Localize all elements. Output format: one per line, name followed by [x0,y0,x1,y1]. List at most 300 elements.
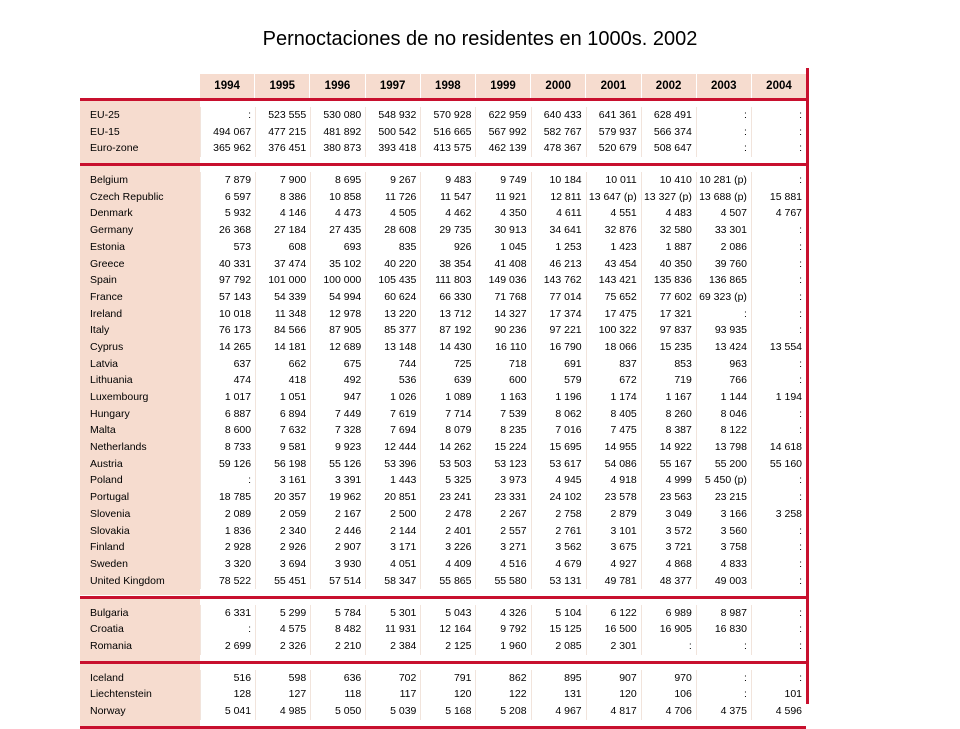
table-cell: 365 962 [200,140,255,157]
table-cell: 59 126 [200,456,255,473]
table-cell: 719 [641,372,696,389]
table-cell: 516 665 [420,124,475,141]
table-cell: 38 354 [420,256,475,273]
table-row [80,107,806,124]
table-row [80,439,806,456]
table-cell: 53 131 [531,573,586,590]
table-cell: 14 430 [420,339,475,356]
row-label: EU-25 [80,107,200,124]
table-cell: 40 331 [200,256,255,273]
table-cell: 18 785 [200,489,255,506]
table-cell: 640 433 [531,107,586,124]
row-label: Romania [80,638,200,655]
table-row [80,172,806,189]
table-cell: : [751,322,806,339]
table-cell: : [751,222,806,239]
table-cell: 4 462 [420,205,475,222]
table-cell: 582 767 [531,124,586,141]
table-cell: 8 405 [586,406,641,423]
table-cell: 4 679 [531,556,586,573]
table-cell: : [751,573,806,590]
table-cell: 963 [696,356,751,373]
table-cell: 4 945 [531,472,586,489]
table-cell: 90 236 [475,322,530,339]
table-cell: 17 374 [531,306,586,323]
table-cell: 7 694 [365,422,420,439]
table-cell: 9 483 [420,172,475,189]
table-row [80,205,806,222]
table-row [80,289,806,306]
table-cell: 55 167 [641,456,696,473]
table-cell: 1 423 [586,239,641,256]
table-cell: 579 937 [586,124,641,141]
table-cell: 3 572 [641,523,696,540]
table-row [80,422,806,439]
table-cell: 4 967 [531,703,586,720]
table-cell: 2 089 [200,506,255,523]
table-cell: 566 374 [641,124,696,141]
table-cell: 744 [365,356,420,373]
table-cell: 10 281 (p) [696,172,751,189]
table-cell: 2 557 [475,523,530,540]
table-cell: 637 [200,356,255,373]
table-cell: 5 039 [365,703,420,720]
table-cell: 628 491 [641,107,696,124]
table-cell: 55 580 [475,573,530,590]
table-cell: 2 059 [255,506,310,523]
table-cell: 13 712 [420,306,475,323]
table-bottom-rule [80,726,806,729]
table-cell: 3 049 [641,506,696,523]
table-cell: : [696,306,751,323]
table-cell: 56 198 [255,456,310,473]
table-cell: 66 330 [420,289,475,306]
table-row [80,322,806,339]
table-cell: 1 174 [586,389,641,406]
row-label: Austria [80,456,200,473]
table-cell: 9 267 [365,172,420,189]
row-label: Portugal [80,489,200,506]
table-cell: 13 688 (p) [696,189,751,206]
table-cell: 4 375 [696,703,751,720]
table-cell: 766 [696,372,751,389]
table-cell: 97 837 [641,322,696,339]
table-cell: 120 [420,686,475,703]
table-cell: 13 647 (p) [586,189,641,206]
table-cell: 3 721 [641,539,696,556]
table-cell: 5 301 [365,605,420,622]
table-cell: 4 985 [255,703,310,720]
table-cell: 4 505 [365,205,420,222]
table-cell: 702 [365,670,420,687]
row-label: Greece [80,256,200,273]
table-cell: 418 [255,372,310,389]
year-header: 2001 [586,74,641,98]
page-title: Pernoctaciones de no residentes en 1000s. 2002 [262,28,698,50]
table-cell: : [696,140,751,157]
year-header: 2002 [642,74,697,98]
table-cell: 32 580 [641,222,696,239]
table-cell: 14 181 [255,339,310,356]
table-cell: : [751,140,806,157]
table-row [80,621,806,638]
table-cell: 24 102 [531,489,586,506]
table-cell: 3 101 [586,523,641,540]
table-cell: 500 542 [365,124,420,141]
table-cell: : [751,422,806,439]
table-cell: 106 [641,686,696,703]
table-cell: 675 [310,356,365,373]
table-cell: 548 932 [365,107,420,124]
row-label: Poland [80,472,200,489]
table-cell: 6 597 [200,189,255,206]
row-label: Belgium [80,172,200,189]
table-cell: : [751,605,806,622]
table-cell: 570 928 [420,107,475,124]
row-label: Ireland [80,306,200,323]
table-cell: 16 905 [641,621,696,638]
table-cell: : [696,686,751,703]
table-row [80,472,806,489]
table-cell: 34 641 [531,222,586,239]
table-cell: 15 235 [641,339,696,356]
table-cell: 23 241 [420,489,475,506]
table-cell: 10 410 [641,172,696,189]
table-cell: 93 935 [696,322,751,339]
table-cell: 71 768 [475,289,530,306]
table-cell: : [751,472,806,489]
table-cell: 35 102 [310,256,365,273]
table-row [80,670,806,687]
table-cell: 10 858 [310,189,365,206]
table-cell: 5 041 [200,703,255,720]
table-cell: 6 122 [586,605,641,622]
table-cell: 2 384 [365,638,420,655]
table-cell: 1 089 [420,389,475,406]
table-cell: 907 [586,670,641,687]
table-cell: 4 767 [751,205,806,222]
row-label: Liechtenstein [80,686,200,703]
table-cell: 117 [365,686,420,703]
table-row [80,406,806,423]
table-cell: 12 689 [310,339,365,356]
table-cell: 12 444 [365,439,420,456]
table-cell: 143 421 [586,272,641,289]
table-cell: 13 554 [751,339,806,356]
table-cell: 516 [200,670,255,687]
table-cell: 478 367 [531,140,586,157]
table-row [80,539,806,556]
table-cell: 54 994 [310,289,365,306]
year-header: 2004 [766,80,792,92]
table-cell: 53 503 [420,456,475,473]
table-cell: 2 301 [586,638,641,655]
table-cell: 8 482 [310,621,365,638]
table-cell: 28 608 [365,222,420,239]
table-cell: : [200,621,255,638]
table-cell: 853 [641,356,696,373]
table-cell: 41 408 [475,256,530,273]
table-cell: 54 086 [586,456,641,473]
year-header: 2003 [697,74,752,98]
row-label: Italy [80,322,200,339]
table-cell: 536 [365,372,420,389]
table-cell: : [751,107,806,124]
table-cell: 12 811 [531,189,586,206]
year-header: 2000 [531,74,586,98]
table-cell: 835 [365,239,420,256]
table-cell: 5 104 [531,605,586,622]
table-cell: 33 301 [696,222,751,239]
table-cell: 3 562 [531,539,586,556]
table-cell: 57 143 [200,289,255,306]
table-cell: 567 992 [475,124,530,141]
table-cell: 14 327 [475,306,530,323]
table-cell: 118 [310,686,365,703]
table-cell: 477 215 [255,124,310,141]
table-cell: 14 265 [200,339,255,356]
table-cell: 20 357 [255,489,310,506]
table-cell: 3 258 [751,506,806,523]
table-cell: 481 892 [310,124,365,141]
table-cell: 122 [475,686,530,703]
table-cell: 462 139 [475,140,530,157]
table-cell: 23 331 [475,489,530,506]
year-header: 1998 [421,74,476,98]
row-label: Malta [80,422,200,439]
row-label: Bulgaria [80,605,200,622]
table-cell: 10 018 [200,306,255,323]
table-cell: 5 299 [255,605,310,622]
table-cell: : [751,372,806,389]
table-row [80,703,806,720]
table-row [80,506,806,523]
table-cell: 2 446 [310,523,365,540]
table-row [80,239,806,256]
table-cell: : [696,124,751,141]
row-label: Estonia [80,239,200,256]
table-cell: 8 386 [255,189,310,206]
table-cell: 15 695 [531,439,586,456]
row-label: Finland [80,539,200,556]
table-cell: 1 887 [641,239,696,256]
table-cell: 14 922 [641,439,696,456]
table-cell: 4 575 [255,621,310,638]
table-cell: : [751,406,806,423]
header-corner [80,74,200,98]
table-cell: 53 396 [365,456,420,473]
table-cell: 55 160 [751,456,806,473]
table-cell: 1 045 [475,239,530,256]
year-header: 1995 [255,74,310,98]
table-cell: 12 164 [420,621,475,638]
row-label: Denmark [80,205,200,222]
table-cell: : [751,539,806,556]
table-row [80,222,806,239]
table-cell: 3 758 [696,539,751,556]
table-cell: 5 043 [420,605,475,622]
table-cell: 494 067 [200,124,255,141]
row-label: Norway [80,703,200,720]
table-cell: 14 618 [751,439,806,456]
table-cell: 11 921 [475,189,530,206]
table-cell: 947 [310,389,365,406]
table-cell: 120 [586,686,641,703]
table-row [80,489,806,506]
table-cell: 30 913 [475,222,530,239]
table-group [80,98,806,163]
table-cell: 48 377 [641,573,696,590]
table-cell: 492 [310,372,365,389]
table-cell: 37 474 [255,256,310,273]
table-cell: 600 [475,372,530,389]
table-cell: 15 224 [475,439,530,456]
row-label: United Kingdom [80,573,200,590]
table-cell: 1 144 [696,389,751,406]
table-cell: 100 000 [310,272,365,289]
table-cell: 2 907 [310,539,365,556]
table-cell: 3 166 [696,506,751,523]
table-cell: 4 350 [475,205,530,222]
year-header: 1996 [310,74,365,98]
table-cell: 7 449 [310,406,365,423]
year-header: 1994 [200,74,255,98]
table-cell: 4 833 [696,556,751,573]
table-cell: 60 624 [365,289,420,306]
table-cell: 101 000 [255,272,310,289]
table-cell: 4 596 [751,703,806,720]
row-label: Croatia [80,621,200,638]
table-cell: 6 894 [255,406,310,423]
table-cell: 40 220 [365,256,420,273]
table-cell: 32 876 [586,222,641,239]
table-cell: 2 085 [531,638,586,655]
table-cell: 3 391 [310,472,365,489]
table-cell: 77 602 [641,289,696,306]
table-cell: 100 322 [586,322,641,339]
table-cell: 2 478 [420,506,475,523]
table-group [80,596,806,661]
table-cell: 4 551 [586,205,641,222]
table-cell: 5 932 [200,205,255,222]
table-cell: 693 [310,239,365,256]
table-cell: 27 184 [255,222,310,239]
table-cell: 837 [586,356,641,373]
table-cell: 1 836 [200,523,255,540]
table-cell: 75 652 [586,289,641,306]
table-cell: 78 522 [200,573,255,590]
table-cell: 49 003 [696,573,751,590]
table-cell: 7 900 [255,172,310,189]
table-cell: 6 989 [641,605,696,622]
table-cell: 49 781 [586,573,641,590]
row-label: Germany [80,222,200,239]
table-cell: 149 036 [475,272,530,289]
table-cell: 970 [641,670,696,687]
table-row [80,389,806,406]
table-cell: : [751,289,806,306]
table-cell: 43 454 [586,256,641,273]
table-cell: 520 679 [586,140,641,157]
table-cell: 26 368 [200,222,255,239]
table-cell: 84 566 [255,322,310,339]
table-cell: 691 [531,356,586,373]
table-cell: 662 [255,356,310,373]
table-cell: 3 973 [475,472,530,489]
table-cell: 4 868 [641,556,696,573]
table-cell: 6 331 [200,605,255,622]
table-cell: 7 328 [310,422,365,439]
table-cell: 18 066 [586,339,641,356]
table-cell: 672 [586,372,641,389]
table-cell: 1 196 [531,389,586,406]
table-cell: 8 695 [310,172,365,189]
table-cell: 16 500 [586,621,641,638]
table-cell: 14 955 [586,439,641,456]
table-row [80,686,806,703]
table-cell: 10 184 [531,172,586,189]
table-cell: 8 987 [696,605,751,622]
table-cell: 17 475 [586,306,641,323]
table-cell: 523 555 [255,107,310,124]
table-row [80,372,806,389]
table-group [80,661,806,726]
table-cell: 508 647 [641,140,696,157]
table-cell: 23 578 [586,489,641,506]
table-cell: 2 699 [200,638,255,655]
table-cell: 7 879 [200,172,255,189]
row-label: Latvia [80,356,200,373]
table-cell: 7 016 [531,422,586,439]
table-cell: 8 387 [641,422,696,439]
table-cell: : [751,306,806,323]
table-cell: 4 507 [696,205,751,222]
table-cell: 9 792 [475,621,530,638]
table-cell: 6 887 [200,406,255,423]
row-label: Netherlands [80,439,200,456]
table-cell: : [751,356,806,373]
table-cell: 2 926 [255,539,310,556]
row-label: Cyprus [80,339,200,356]
table-cell: 8 733 [200,439,255,456]
table-cell: 2 086 [696,239,751,256]
table-cell: 11 931 [365,621,420,638]
table-cell: : [696,638,751,655]
table-cell: : [751,670,806,687]
table-cell: 2 758 [531,506,586,523]
row-label: Hungary [80,406,200,423]
table-cell: 135 836 [641,272,696,289]
table-cell: 2 500 [365,506,420,523]
table-cell: : [200,107,255,124]
table-cell: 2 879 [586,506,641,523]
table-cell: 636 [310,670,365,687]
table-row [80,638,806,655]
year-header: 1997 [366,74,421,98]
table-cell: 53 617 [531,456,586,473]
table-cell: 8 600 [200,422,255,439]
table-cell: : [696,107,751,124]
table-cell: 4 473 [310,205,365,222]
table-cell: 27 435 [310,222,365,239]
table-cell: 8 235 [475,422,530,439]
table-row [80,573,806,590]
table-cell: : [751,621,806,638]
table-cell: 4 611 [531,205,586,222]
table-cell: 393 418 [365,140,420,157]
table-cell: 725 [420,356,475,373]
table-cell: 380 873 [310,140,365,157]
